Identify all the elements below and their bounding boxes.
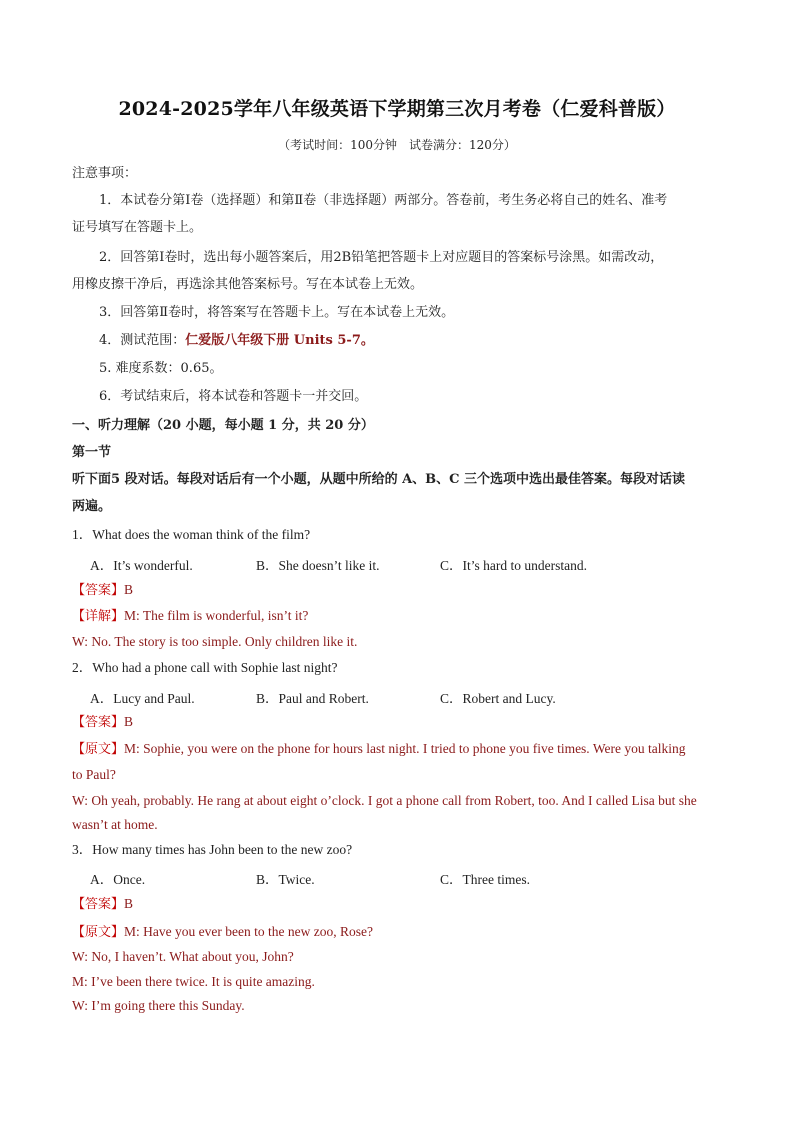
question-3-answer [72, 895, 133, 914]
detail-tag: 【原文】 [72, 742, 125, 757]
section-instruction-cont: 两遍。 [72, 499, 112, 514]
answer-value: B [124, 896, 134, 911]
note-5: 5. 难度系数：0.65。 [99, 361, 223, 376]
question-1-detail [72, 607, 308, 626]
note-4-suffix: 。 [360, 333, 374, 348]
detail-tag: 【详解】 [72, 609, 125, 624]
transcript-line: W: No. The story is too simple. Only children like it. [72, 634, 358, 649]
section-instruction: 听下面5 段对话。每段对话后有一个小题，从题中所给的 A、B、C 三个选项中选出最佳答案。每段对话读 [72, 472, 686, 487]
question-2-stem: 2．Who had a phone call with Sophie last night? [72, 660, 338, 675]
section-part: 第一节 [72, 445, 112, 460]
transcript-line: wasn’t at home. [72, 817, 158, 832]
answer-value: B [124, 714, 134, 729]
transcript-line: M: Sophie, you were on the phone for hours last night. I tried to phone you five times. Were you talking [124, 741, 686, 756]
question-1-option-b: B．She doesn’t like it. [256, 558, 380, 573]
transcript-line: W: I’m going there this Sunday. [72, 998, 245, 1013]
note-1: 1．本试卷分第Ⅰ卷（选择题）和第Ⅱ卷（非选择题）两部分。答卷前，考生务必将自己的姓名、准考 [99, 193, 668, 208]
test-range: 仁爱版八年级下册 Units 5-7 [185, 333, 361, 348]
transcript-line: to Paul? [72, 767, 116, 782]
question-3-stem: 3．How many times has John been to the new zoo? [72, 842, 353, 857]
question-2-option-b: B．Paul and Robert. [256, 691, 369, 706]
note-6: 6．考试结束后，将本试卷和答题卡一并交回。 [99, 389, 368, 404]
question-1-option-a: A．It’s wonderful. [90, 558, 193, 573]
section-heading: 一、听力理解（20 小题，每小题 1 分，共 20 分） [72, 418, 374, 433]
transcript-line: W: Oh yeah, probably. He rang at about eight o’clock. I got a phone call from Robert, too. And I called Lisa but she [72, 793, 697, 808]
note-1-cont: 证号填写在答题卡上。 [72, 220, 203, 235]
transcript-line: M: The film is wonderful, isn’t it? [124, 608, 309, 623]
note-4-prefix: 4．测试范围： [99, 333, 186, 348]
transcript-line: M: I’ve been there twice. It is quite amazing. [72, 974, 315, 989]
question-1-stem: 1．What does the woman think of the film? [72, 527, 311, 542]
note-2: 2．回答第Ⅰ卷时，选出每小题答案后，用2B铅笔把答题卡上对应题目的答案标号涂黑。如需改动， [99, 250, 664, 265]
question-2-answer [72, 713, 133, 732]
answer-tag: 【答案】 [72, 715, 125, 730]
notes-heading: 注意事项： [72, 166, 138, 181]
question-2-option-a: A．Lucy and Paul. [90, 691, 195, 706]
answer-tag: 【答案】 [72, 897, 125, 912]
question-1-answer [72, 581, 133, 600]
question-1-option-c: C．It’s hard to understand. [440, 558, 587, 573]
page-subtitle: （考试时间：100分钟 试卷满分：120分） [278, 138, 516, 152]
question-2-option-c: C．Robert and Lucy. [440, 691, 556, 706]
answer-value: B [124, 582, 134, 597]
transcript-line: M: Have you ever been to the new zoo, Rose? [124, 924, 373, 939]
question-3-option-a: A．Once. [90, 872, 146, 887]
question-3-option-b: B．Twice. [256, 872, 315, 887]
question-3-detail [72, 923, 373, 942]
note-3: 3．回答第Ⅱ卷时，将答案写在答题卡上。写在本试卷上无效。 [99, 305, 455, 320]
transcript-line: W: No, I haven’t. What about you, John? [72, 949, 294, 964]
detail-tag: 【原文】 [72, 925, 125, 940]
note-2-cont: 用橡皮擦干净后，再选涂其他答案标号。写在本试卷上无效。 [72, 277, 424, 292]
question-2-detail [72, 740, 685, 759]
answer-tag: 【答案】 [72, 583, 125, 598]
question-3-option-c: C．Three times. [440, 872, 530, 887]
page-title: 2024-2025学年八年级英语下学期第三次月考卷（仁爱科普版） [118, 98, 676, 120]
note-4 [99, 332, 374, 350]
